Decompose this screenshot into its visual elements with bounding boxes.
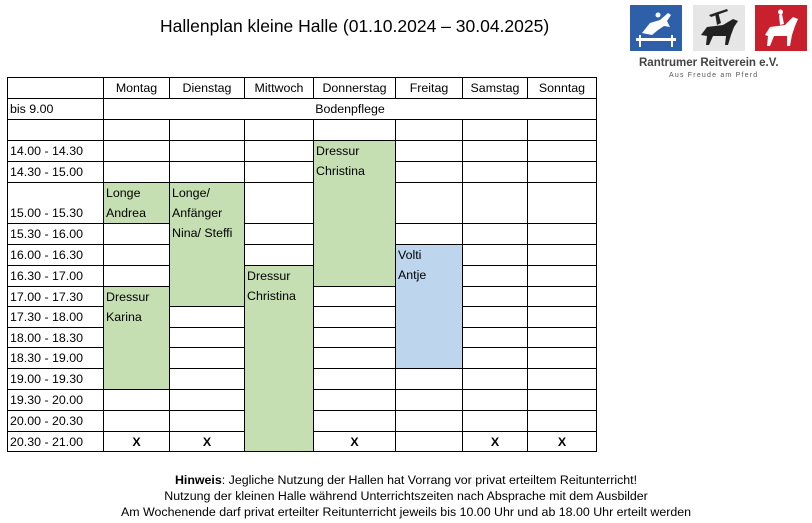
lesson-block [244,265,314,452]
empty-slot [527,410,597,432]
empty-slot [527,368,597,390]
empty-slot [462,223,528,245]
lesson-text: Karina [106,310,142,324]
empty-slot [462,140,528,162]
lesson-block [169,182,245,307]
empty-slot [169,161,245,183]
empty-slot [169,119,245,141]
empty-slot [462,389,528,411]
empty-slot [395,223,463,245]
empty-slot [313,368,396,390]
note-line-1 [0,472,812,488]
empty-slot [169,410,245,432]
lesson-block [395,244,463,369]
time-slot: 18.30 - 19.00 [7,347,104,369]
empty-slot [103,140,170,162]
empty-slot [462,306,528,328]
lesson-block [103,286,170,390]
time-slot: 19.30 - 20.00 [7,389,104,411]
empty-slot [527,223,597,245]
empty-slot [103,119,170,141]
lesson-text: Christina [316,164,365,178]
closed-mark: X [103,431,170,452]
day-header-donnerstag: Donnerstag [313,77,396,99]
empty-slot [527,244,597,266]
lesson-text: Christina [247,289,296,303]
day-header-samstag: Samstag [462,77,528,99]
empty-slot [462,119,528,141]
page-title: Hallenplan kleine Halle (01.10.2024 – 30.04.2025) [160,16,550,36]
dressage-icon [755,5,807,51]
lesson-text: Nina/ Steffi [172,226,233,240]
empty-slot [313,327,396,348]
empty-slot [169,140,245,162]
time-slot: 14.00 - 14.30 [7,140,104,162]
time-slot [7,119,104,141]
empty-slot [527,140,597,162]
closed-mark: X [169,431,245,452]
time-slot: 17.00 - 17.30 [7,286,104,307]
empty-slot [527,389,597,411]
show-jumping-icon [630,5,682,51]
note-line-3: Am Wochenende darf privat erteilter Reitunterricht jeweils bis 10.00 Uhr und ab 18.00 Uhr erteilt werden [120,505,692,519]
empty-slot [462,265,528,287]
empty-slot [395,119,463,141]
empty-slot [313,286,396,307]
time-slot: bis 9.00 [7,98,104,120]
lesson-text: Andrea [106,206,146,220]
day-header-montag: Montag [103,77,170,99]
empty-slot [169,327,245,348]
notes [0,472,812,520]
time-slot: 16.00 - 16.30 [7,244,104,266]
lesson-block [103,182,170,224]
lesson-text: Anfänger [172,206,223,220]
time-slot: 18.00 - 18.30 [7,327,104,348]
empty-slot [527,161,597,183]
club-tagline: Aus Freude am Pferd [669,72,759,79]
empty-slot [527,286,597,307]
time-slot: 20.30 - 21.00 [7,431,104,452]
empty-slot [313,306,396,328]
schedule-table [7,77,596,451]
time-slot: 20.00 - 20.30 [7,410,104,432]
club-name: Rantrumer Reitverein e.V. [639,57,779,69]
lesson-text: Dressur [106,290,150,304]
lesson-text: Dressur [247,269,291,283]
empty-slot [527,182,597,224]
lesson-text: Dressur [316,144,360,158]
closed-mark: X [462,431,528,452]
lesson-text: Longe [106,186,141,200]
empty-slot [462,244,528,266]
vaulting-icon [693,5,745,51]
lesson-text: Volti [398,248,422,262]
closed-mark: X [313,431,396,452]
header-corner [7,77,104,99]
empty-slot [313,347,396,369]
empty-slot [395,140,463,162]
empty-slot [244,244,314,266]
empty-slot [103,223,170,245]
day-header-dienstag: Dienstag [169,77,245,99]
empty-slot [103,265,170,287]
time-slot: 19.00 - 19.30 [7,368,104,390]
empty-slot [244,182,314,224]
time-slot: 14.30 - 15.00 [7,161,104,183]
empty-slot [462,410,528,432]
empty-slot [527,327,597,348]
lesson-text: Antje [398,268,427,282]
empty-slot [103,410,170,432]
empty-slot [462,347,528,369]
day-header-freitag: Freitag [395,77,463,99]
note-line-2: Nutzung der kleinen Halle während Unterrichtszeiten nach Absprache mit dem Ausbilder [164,489,648,503]
empty-slot [395,431,463,452]
day-header-mittwoch: Mittwoch [244,77,314,99]
empty-slot [244,140,314,162]
empty-slot [313,410,396,432]
empty-slot [395,410,463,432]
time-slot: 16.30 - 17.00 [7,265,104,287]
empty-slot [169,347,245,369]
empty-slot [462,161,528,183]
empty-slot [462,368,528,390]
empty-slot [462,286,528,307]
empty-slot [527,347,597,369]
lesson-block [313,140,396,287]
empty-slot [169,389,245,411]
empty-slot [169,368,245,390]
empty-slot [395,182,463,224]
empty-slot [103,389,170,411]
empty-slot [244,223,314,245]
empty-slot [527,265,597,287]
time-slot: 17.30 - 18.00 [7,306,104,328]
note-text-1: : Jegliche Nutzung der Hallen hat Vorrang vor privat erteiltem Reitunterricht! [221,473,638,487]
empty-slot [103,244,170,266]
empty-slot [395,161,463,183]
empty-slot [462,182,528,224]
empty-slot [169,306,245,328]
empty-slot [527,306,597,328]
empty-slot [462,327,528,348]
time-slot: 15.00 - 15.30 [7,182,104,224]
empty-slot [395,389,463,411]
time-slot: 15.30 - 16.00 [7,223,104,245]
empty-slot [313,119,396,141]
empty-slot [244,161,314,183]
note-label: Hinweis [174,473,222,487]
empty-slot [244,119,314,141]
empty-slot [527,119,597,141]
empty-slot [103,161,170,183]
closed-mark: X [527,431,597,452]
lesson-text: Longe/ [172,186,210,200]
empty-slot [313,389,396,411]
empty-slot [395,368,463,390]
day-header-sonntag: Sonntag [527,77,597,99]
club-logos [630,5,806,52]
morning-activity: Bodenpflege [103,98,597,120]
